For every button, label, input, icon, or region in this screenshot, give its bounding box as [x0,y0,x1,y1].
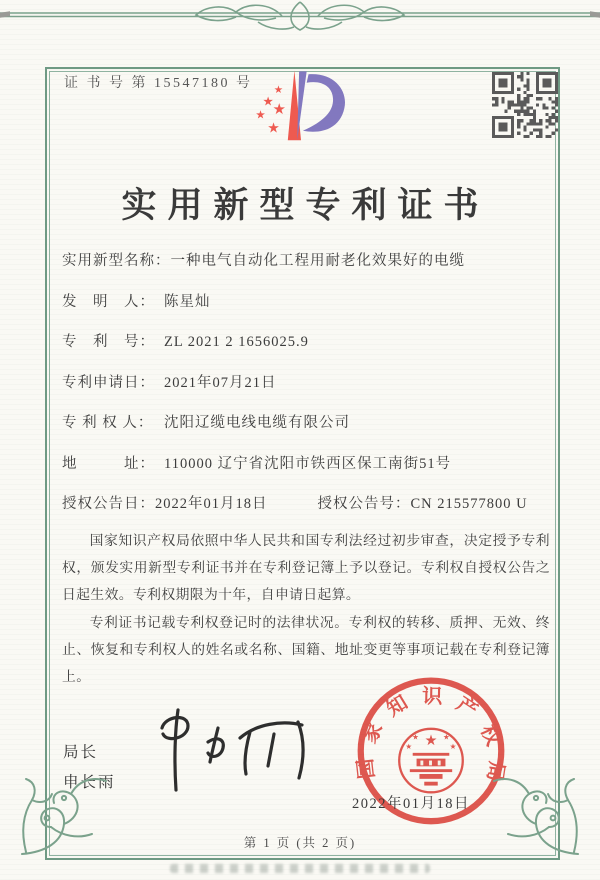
cnipa-logo-icon [235,58,367,164]
field-inventor [62,291,554,314]
svg-text:★: ★ [262,94,274,109]
top-page-edge-ornament [0,0,600,32]
grant-date-pair [62,493,268,516]
certificate-qr-code [492,72,558,138]
svg-text:★: ★ [405,742,413,751]
svg-text:★: ★ [267,120,280,137]
grant-number-value: CN 215577800 U [410,496,528,512]
field-label: 专利申请日： [62,374,155,391]
field-label: 专 利 号： [62,334,155,350]
field-patentee [62,412,554,435]
svg-text:★: ★ [424,733,438,750]
seal-text: 国家知识产权局 [354,685,508,784]
commissioner-name: 申长雨 [63,774,116,791]
field-label: 发 明 人： [62,293,155,310]
certificate-title: 实用新型专利证书 [121,186,490,225]
legal-paragraph-2: 专利证书记载专利权登记时的法律状况。专利权的转移、质押、无效、终止、恢复和专利权人的姓名或名称、国籍、地址变更等事项记载在专利登记簿上。 [62,614,550,684]
svg-text:★: ★ [273,85,284,97]
field-patent-number [62,331,554,354]
next-page-ghost [170,864,430,873]
certificate-fields [62,250,554,516]
national-emblem-icon [399,729,463,793]
field-address [62,453,554,476]
commissioner-title: 局长 [63,744,99,761]
corner-ornament-bottom-left [16,764,124,858]
grant-date-label: 授权公告日： [62,496,155,512]
seal-date: 2022年01月18日 [352,796,470,812]
svg-text:★: ★ [272,101,287,118]
grant-number-label: 授权公告号： [317,496,411,512]
field-label: 实用新型名称： [62,253,171,269]
field-value: ZL 2021 2 1656025.9 [164,334,309,350]
field-value: 陈星灿 [164,293,211,310]
top-ornament-graphic [0,0,600,32]
svg-text:★: ★ [442,732,450,742]
svg-text:★: ★ [412,732,420,742]
grant-number-pair [318,493,528,516]
grant-date-value: 2022年01月18日 [155,496,268,512]
svg-text:★: ★ [255,109,266,122]
certificate-number: 证 书 号 第 15547180 号 [64,76,253,91]
field-utility-model-name [62,250,554,273]
field-value: 一种电气自动化工程用耐老化效果好的电缆 [170,253,465,269]
field-label: 专 利 权 人： [62,415,154,431]
svg-text:★: ★ [449,742,457,751]
field-value: 110000 辽宁省沈阳市铁西区保工南街51号 [164,455,452,472]
field-label: 地 址： [62,455,155,472]
field-value: 2021年07月21日 [164,374,277,391]
legal-text [62,527,550,690]
legal-paragraph-1: 国家知识产权局依照中华人民共和国专利法经过初步审查，决定授予专利权，颁发实用新型专利证书并在专利登记簿上予以登记。专利权自授权公告之日起生效。专利权期限为十年，自申请日起算。 [62,533,550,603]
field-grant-row [62,493,554,516]
page-footer: 第 1 页 (共 2 页) [243,836,357,850]
field-application-date [62,372,554,395]
field-value: 沈阳辽缆电线电缆有限公司 [164,415,350,431]
shen-changyu-signature [142,702,342,802]
